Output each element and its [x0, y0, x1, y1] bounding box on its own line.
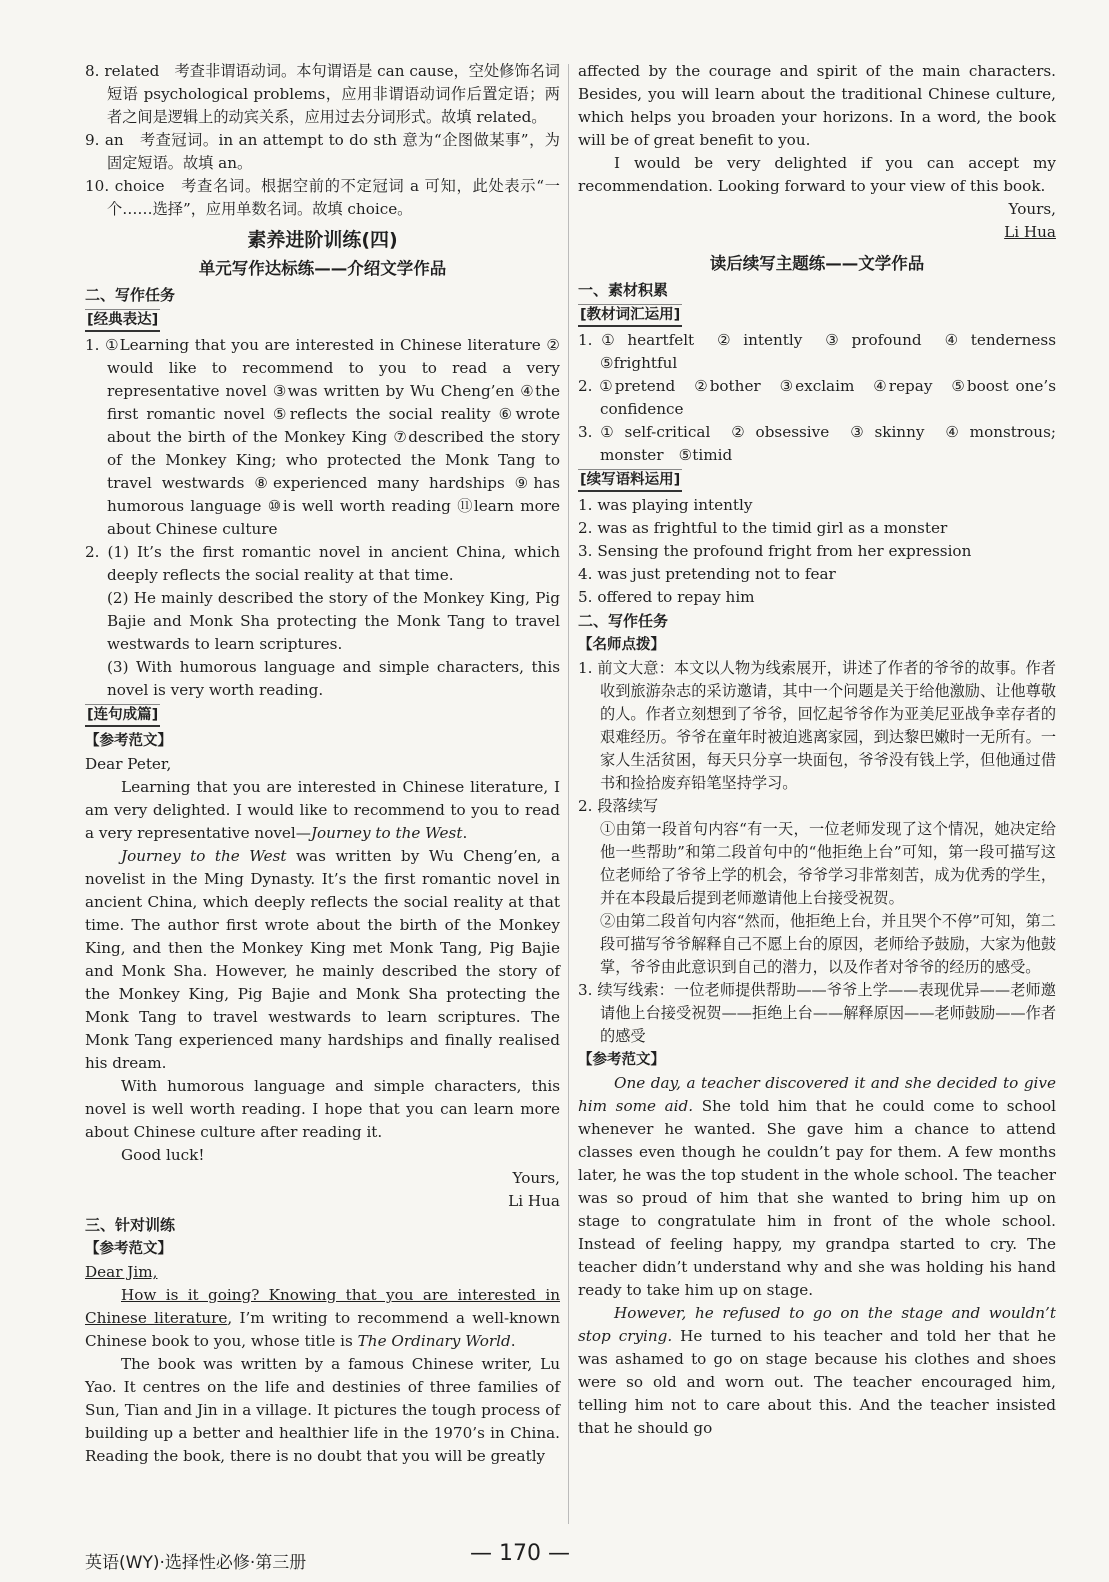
letter1-paragraph-3: With humorous language and simple characters, this novel is well worth reading. I hope that you can learn more about Chinese culture after reading it.: [85, 1077, 560, 1141]
corpus-tag: [续写语料运用]: [578, 469, 682, 492]
tip-3: 3. 续写线索：一位老师提供帮助——爷爷上学——表现优异——老师邀请他上台接受祝贺——拒绝上台——解释原因——老师鼓励——作者的感受: [578, 981, 1056, 1045]
letter2-closing: Yours,: [1008, 200, 1056, 218]
letter2-continuation: affected by the courage and spirit of the main characters. Besides, you will learn about the traditional Chinese culture, which helps you broaden your horizons. In a word, the book will be of great benefit to you.: [578, 62, 1056, 149]
reference-label-2: 【参考范文】: [85, 1241, 172, 1257]
section-title: 素养进阶训练(四): [247, 229, 398, 251]
corpus-item-1: 1. was playing intently: [578, 496, 753, 514]
reference-label-3: 【参考范文】: [578, 1052, 665, 1068]
corpus-item-3: 3. Sensing the profound fright from her expression: [578, 542, 972, 560]
column-divider: [568, 64, 569, 1524]
tip-1: 1. 前文大意：本文以人物为线索展开，讲述了作者的爷爷的故事。作者收到旅游杂志的采访邀请，其中一个问题是关于给他激励、让他尊敬的人。作者立刻想到了爷爷，回忆起爷爷作为亚美尼亚战争幸存者的艰难经历。爷爷在童年时被迫逃离家园，到达黎巴嫩时一无所有。一家人生活贫困，每天只分享一块面包，爷爷没有钱上学，但他通过借书和捡拾废弃铅笔坚持学习。: [578, 659, 1056, 792]
letter1-paragraph-2: Journey to the West was written by Wu Cheng’en, a novelist in the Ming Dynasty. It’s the first romantic novel in ancient China, which deeply reflects the social reality at that time. The author first wrote about the birth of the Monkey King, and then the Monkey King met Monk Tang, Pig Bajie and Monk Sha. However, he mainly described the story of the Monkey King, Pig Bajie and Monk Sha protecting the Monk Tang to travel westwards to learn scriptures. The Monk Tang experienced many hardships and finally realised his dream.: [85, 847, 561, 1072]
letter2-salutation: Dear Jim,: [85, 1263, 158, 1281]
corpus-item-5: 5. offered to repay him: [578, 588, 755, 606]
story-paragraph-2: However, he refused to go on the stage and wouldn’t stop crying. He turned to his teacher and told her that he was ashamed to go on stage because his clothes and shoes were so old and worn out. The teacher encouraged him, telling him not to care about this. And the teacher insisted that he should go: [578, 1304, 1057, 1437]
letter2-signature: Li Hua: [1004, 223, 1056, 241]
page-number: — 170 —: [470, 1541, 570, 1566]
letter2-paragraph-2: The book was written by a famous Chinese writer, Lu Yao. It centres on the life and destinies of three families of Sun, Tian and Jin in a village. It pictures the tough process of building up a better and healthier life in the 1970’s in China. Reading the book, there is no doubt that you will be greatly: [85, 1355, 560, 1465]
reference-label: 【参考范文】: [85, 733, 172, 749]
tip-2: 2. 段落续写: [578, 797, 659, 815]
footer-book-title: 英语(WY)·选择性必修·第三册: [85, 1553, 307, 1573]
join-sentences-tag: [连句成篇]: [85, 704, 160, 727]
vocab-item-3: 3. ① self-critical ② obsessive ③ skinny ④ monstrous; monster ⑤timid: [578, 423, 1056, 464]
classic-item-2-2: (2) He mainly described the story of the Monkey King, Pig Bajie and Monk Sha protecting the Monk Tang to travel westwards to learn scriptures.: [107, 589, 560, 653]
writing-task-heading-2: 二、写作任务: [578, 612, 669, 630]
vocab-tag: [教材词汇运用]: [578, 304, 682, 327]
classic-item-1: 1. ①Learning that you are interested in Chinese literature ② would like to recommend to you to read a very representative novel ③was written by Wu Cheng’en ④the first romantic novel ⑤reflects the social reality ⑥wrote about the birth of the Monkey King ⑦described the story of the Monkey King; who protected the Monk Tang to travel westwards ⑧experienced many hardships ⑨has humorous language ⑩is well worth reading ⑪learn more about Chinese culture: [85, 336, 560, 538]
answer-item-10: 10. choice 考查名词。根据空前的不定冠词 a 可知，此处表示“一个……选择”，应用单数名词。故填 choice。: [85, 177, 560, 218]
story-paragraph-1: One day, a teacher discovered it and she decided to give him some aid. She told him that he could come to school whenever he wanted. She gave him a chance to attend classes even though he couldn’t pay for them. A few months later, he was the top student in the whole school. The teacher was so proud of him that she wanted to bring him up on stage to congratulate him in front of the whole school. Instead of feeling happy, my grandpa started to cry. The teacher didn’t understand why and she was holding his hand ready to take him up on stage.: [578, 1074, 1057, 1299]
corpus-item-2: 2. was as frightful to the timid girl as a monster: [578, 519, 948, 537]
vocab-item-1: 1. ① heartfelt ② intently ③ profound ④ tenderness ⑤frightful: [578, 331, 1056, 372]
letter2-paragraph-1: How is it going? Knowing that you are interested in Chinese literature, I’m writing to recommend a well-known Chinese book to you, whose title is The Ordinary World.: [85, 1286, 560, 1350]
letter1-paragraph-1: Learning that you are interested in Chinese literature, I am very delighted. I would like to recommend to you to read a very representative novel—Journey to the West.: [85, 778, 560, 842]
tips-label: 【名师点拨】: [578, 637, 665, 653]
left-column: [85, 60, 560, 1468]
classic-item-2-1: 2. (1) It’s the first romantic novel in ancient China, which deeply reflects the social reality at that time.: [85, 543, 560, 584]
tip-2-1: ①由第一段首句内容“有一天，一位老师发现了这个情况，她决定给他一些帮助”和第二段首句中的“他拒绝上台”可知，第一段可描写这位老师给了爷爷上学的机会，爷爷学习非常刻苦，成为优秀的学生，并在本段最后提到老师邀请他上台接受祝贺。: [600, 820, 1056, 907]
letter1-salutation: Dear Peter,: [85, 755, 172, 773]
right-column: [578, 60, 1056, 1440]
classic-item-2-3: (3) With humorous language and simple characters, this novel is very worth reading.: [107, 658, 560, 699]
letter1-signature: Li Hua: [508, 1192, 560, 1210]
material-heading: 一、素材积累: [578, 281, 669, 299]
letter2-accept-paragraph: I would be very delighted if you can accept my recommendation. Looking forward to your view of this book.: [578, 154, 1056, 195]
tip-2-2: ②由第二段首句内容“然而，他拒绝上台，并且哭个不停”可知，第二段可描写爷爷解释自己不愿上台的原因，老师给予鼓励，大家为他鼓掌，爷爷由此意识到自己的潜力，以及作者对爷爷的经历的感受。: [600, 912, 1056, 976]
corpus-item-4: 4. was just pretending not to fear: [578, 565, 836, 583]
writing-task-heading: 二、写作任务: [85, 286, 176, 304]
vocab-item-2: 2. ①pretend ②bother ③exclaim ④repay ⑤boost one’s confidence: [578, 377, 1056, 418]
classic-expression-tag: [经典表达]: [85, 309, 160, 332]
continuation-title: 读后续写主题练——文学作品: [709, 254, 925, 273]
section-subtitle: 单元写作达标练——介绍文学作品: [198, 259, 447, 278]
answer-item-9: 9. an 考查冠词。in an attempt to do sth 意为“企图做某事”，为固定短语。故填 an。: [85, 131, 560, 172]
letter1-paragraph-4: Good luck!: [121, 1146, 205, 1164]
answer-item-8: 8. related 考查非谓语动词。本句谓语是 can cause，空处修饰名词短语 psychological problems，应用非谓语动词作后置定语；两者之间是逻辑上的动宾关系，应用过去分词形式。故填 related。: [85, 62, 560, 126]
targeted-training-heading: 三、针对训练: [85, 1216, 176, 1234]
letter1-closing: Yours,: [512, 1169, 560, 1187]
